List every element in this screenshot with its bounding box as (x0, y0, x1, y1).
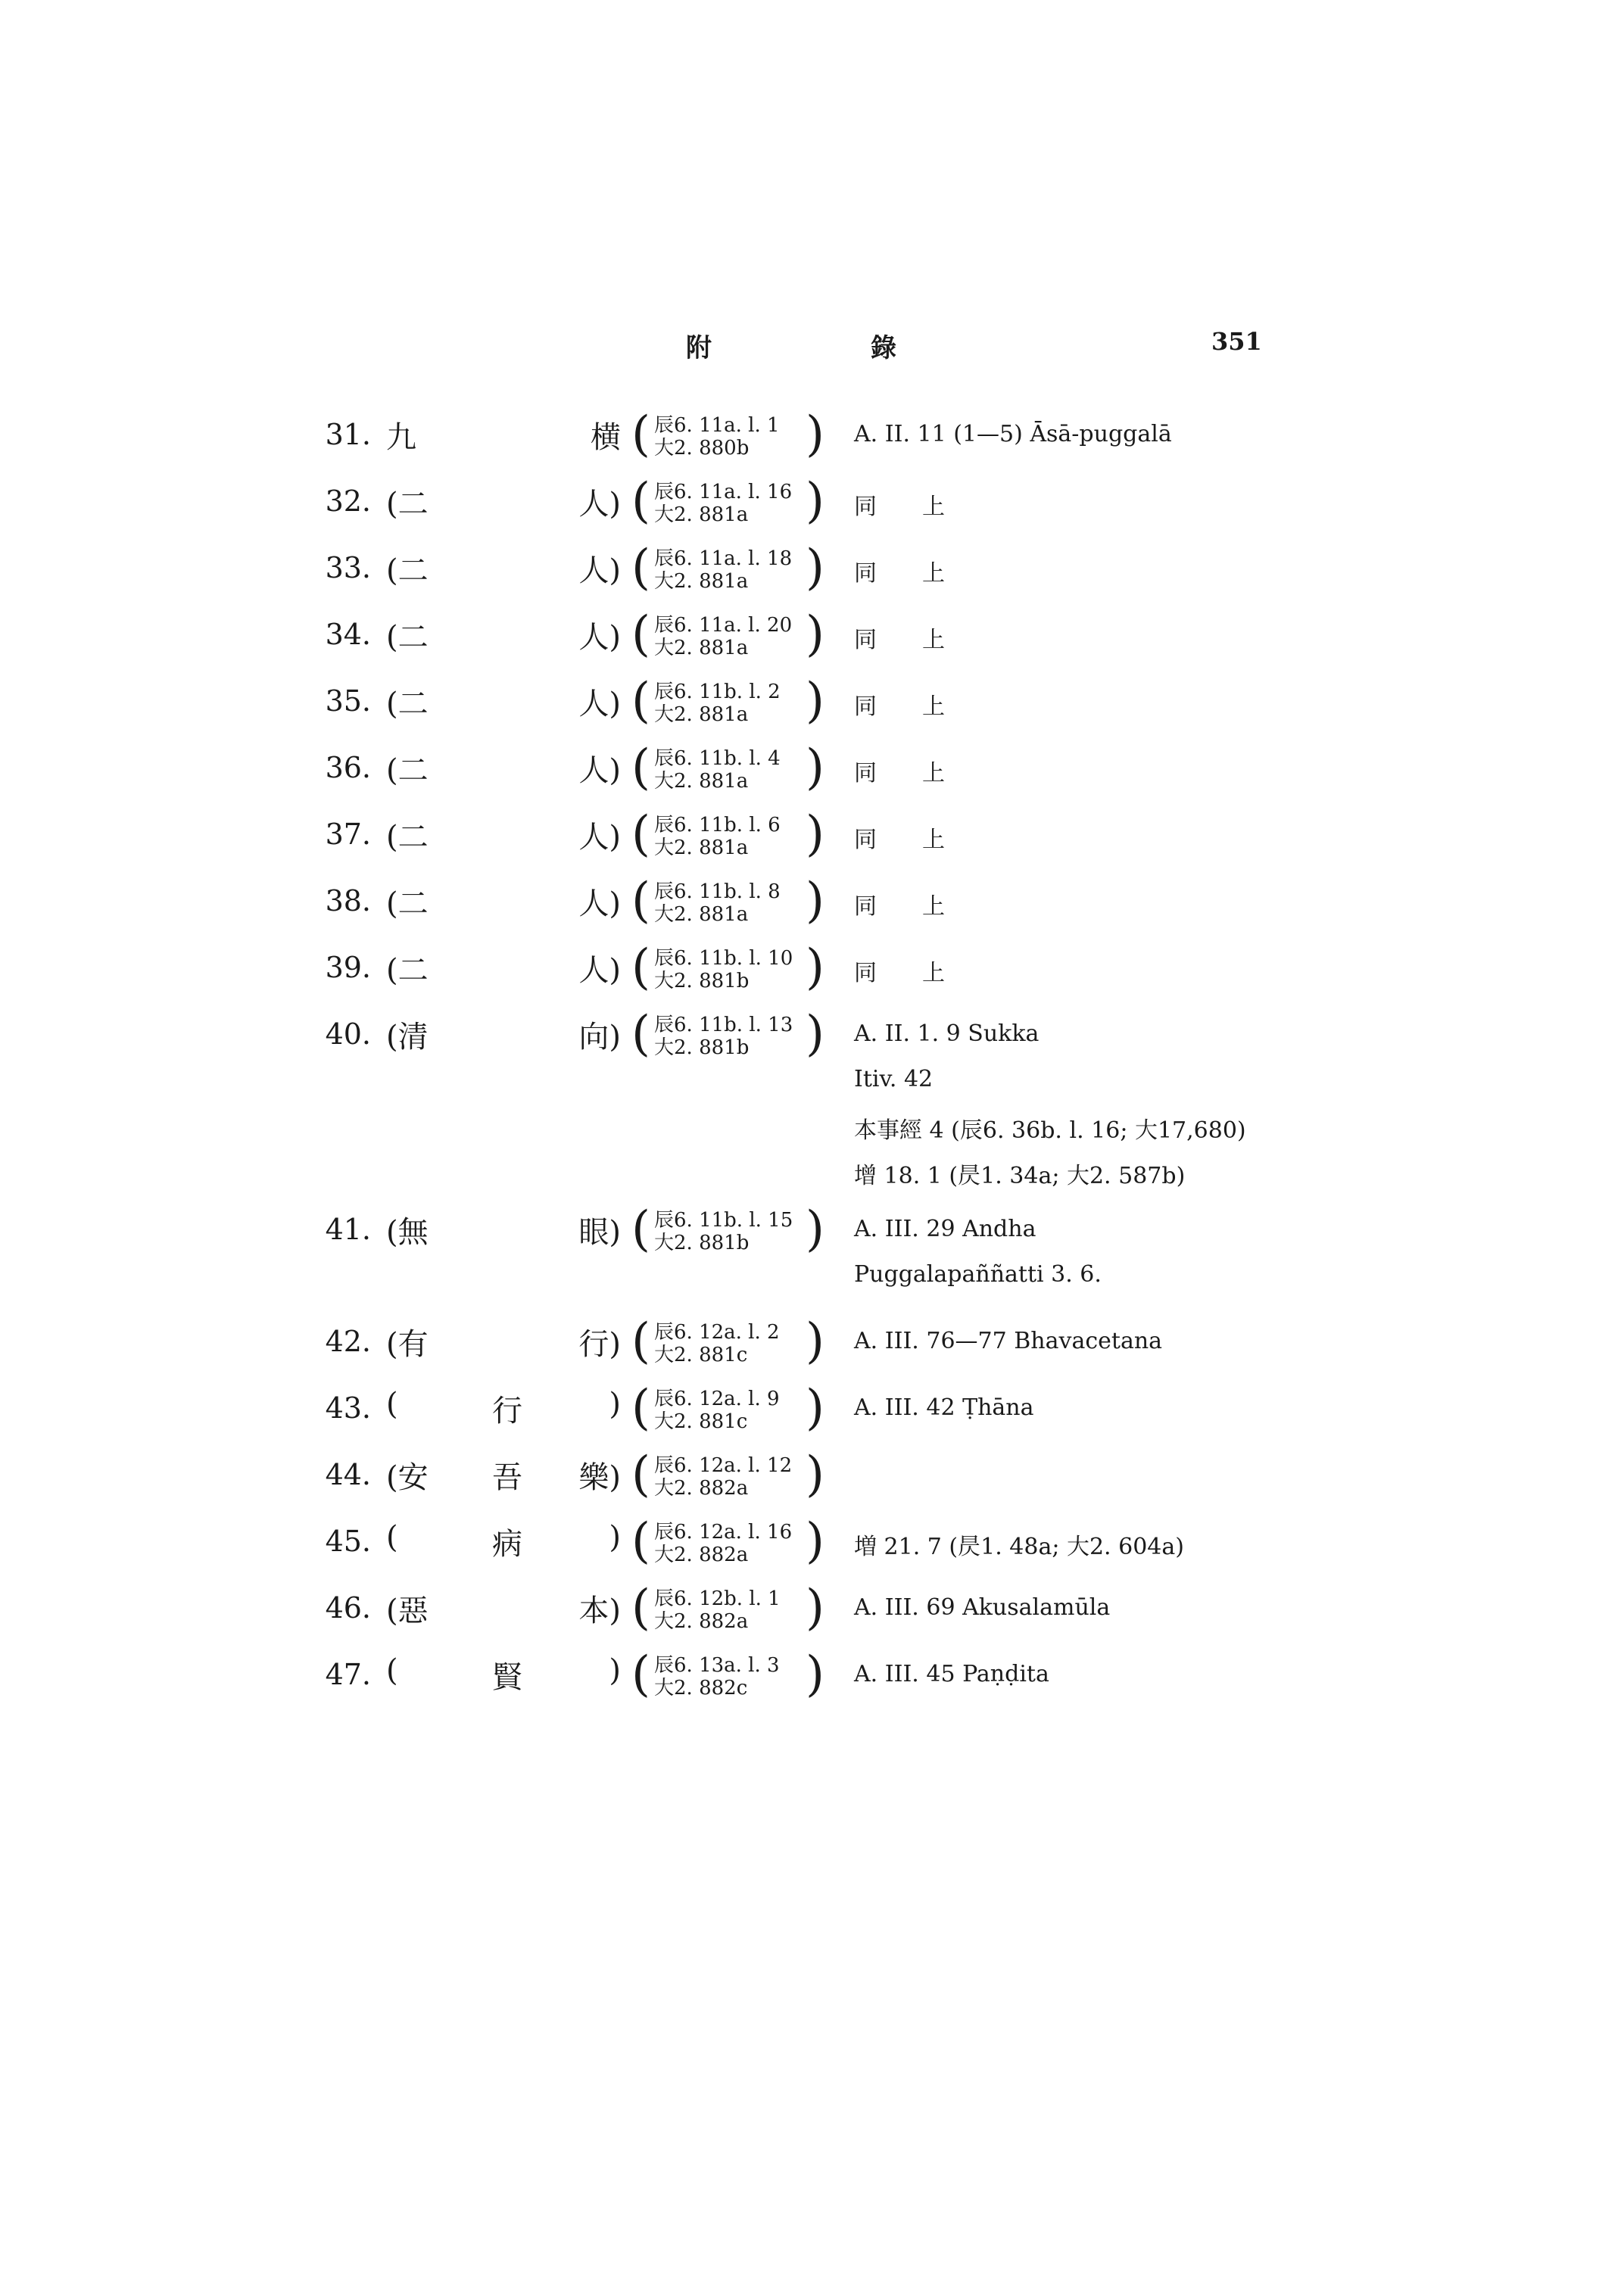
entry-number: 40. (325, 1017, 371, 1051)
reference-line-1: 辰6. 11b. l. 10 (654, 947, 793, 970)
title-char: ( (386, 1387, 398, 1422)
entry-number: 32. (325, 484, 371, 518)
table-row (0, 808, 1624, 869)
reference-line-2: 大2. 881a (654, 503, 749, 526)
right-paren: ) (806, 1313, 824, 1369)
right-paren: ) (806, 673, 824, 729)
entry-number: 39. (325, 951, 371, 984)
table-row (0, 1201, 1624, 1288)
title-char: 人) (578, 620, 621, 655)
reference-line-2: 大2. 881a (654, 703, 749, 726)
left-paren: ( (631, 740, 650, 796)
reference-line-2: 大2. 882a (654, 1610, 749, 1633)
title-char: ) (609, 1520, 621, 1555)
reference-line-2: 大2. 881c (654, 1410, 748, 1433)
title-char: ) (609, 1387, 621, 1422)
reference-line-2: 大2. 882a (654, 1477, 749, 1500)
entry-number: 34. (325, 618, 371, 651)
entry-number: 36. (325, 751, 371, 784)
source-reference (631, 1449, 828, 1509)
title-char: (二 (386, 753, 429, 788)
above-char: 上 (922, 494, 945, 520)
correspondence-line: Puggalapaññatti 3. 6. (854, 1261, 1102, 1288)
source-reference (631, 475, 828, 536)
entry-number: 35. (325, 684, 371, 718)
above-char: 上 (922, 693, 945, 720)
entry-number: 38. (325, 884, 371, 918)
reference-line-1: 辰6. 12a. l. 16 (654, 1521, 793, 1544)
right-paren: ) (806, 1647, 824, 1703)
above-char: 上 (922, 760, 945, 787)
correspondence-line: 增 18. 1 (昃1. 34a; 大2. 587b) (854, 1163, 1186, 1189)
correspondence-line: 本事經 4 (辰6. 36b. l. 16; 大17,680) (854, 1117, 1246, 1144)
left-paren: ( (631, 1380, 650, 1436)
left-paren: ( (631, 1647, 650, 1703)
source-reference (631, 742, 828, 802)
table-row (0, 475, 1624, 536)
page-header (0, 327, 1624, 372)
source-reference (631, 409, 828, 469)
title-char: (有 (386, 1327, 429, 1362)
right-paren: ) (806, 873, 824, 929)
above-char: 上 (922, 893, 945, 920)
title-char: (二 (386, 487, 429, 522)
table-row (0, 1449, 1624, 1509)
same-as-above (854, 488, 945, 521)
entry-number: 37. (325, 818, 371, 851)
table-row (0, 875, 1624, 936)
source-reference (631, 675, 828, 736)
source-reference (631, 1582, 828, 1643)
right-paren: ) (806, 1513, 824, 1569)
source-reference (631, 1649, 828, 1709)
right-paren: ) (806, 939, 824, 995)
right-paren: ) (806, 1201, 824, 1257)
reference-line-2: 大2. 881a (654, 903, 749, 926)
entry-title (386, 746, 621, 792)
title-char: 人) (578, 820, 621, 855)
reference-line-2: 大2. 881a (654, 637, 749, 659)
above-char: 上 (922, 627, 945, 653)
left-paren: ( (631, 1313, 650, 1369)
entry-title (386, 1013, 621, 1058)
right-paren: ) (806, 1580, 824, 1636)
same-char: 同 (854, 494, 877, 520)
entry-number: 43. (325, 1391, 371, 1425)
entry-title (386, 1587, 621, 1632)
title-char: 人) (578, 753, 621, 788)
left-paren: ( (631, 673, 650, 729)
reference-line-1: 辰6. 11b. l. 2 (654, 681, 781, 703)
title-char: (清 (386, 1020, 429, 1055)
same-char: 同 (854, 893, 877, 920)
entry-title (386, 1520, 621, 1566)
title-char: 人) (578, 953, 621, 988)
right-paren: ) (806, 1380, 824, 1436)
title-char: (二 (386, 687, 429, 721)
title-char: (惡 (386, 1594, 429, 1628)
above-char: 上 (922, 827, 945, 853)
correspondence-line: A. III. 29 Andha (854, 1216, 1036, 1242)
entry-title (386, 1387, 621, 1432)
title-char: 向) (578, 1020, 621, 1055)
title-char: (安 (386, 1460, 429, 1495)
right-paren: ) (806, 407, 824, 463)
title-char: 行) (578, 1327, 621, 1362)
title-char: 本) (578, 1594, 621, 1628)
table-row (0, 409, 1624, 469)
reference-line-2: 大2. 881b (654, 970, 750, 992)
entry-title (386, 1320, 621, 1366)
reference-line-2: 大2. 881a (654, 570, 749, 593)
title-char: (二 (386, 620, 429, 655)
reference-line-2: 大2. 882a (654, 1544, 749, 1566)
same-char: 同 (854, 627, 877, 653)
reference-line-2: 大2. 881b (654, 1036, 750, 1059)
same-as-above (854, 554, 945, 587)
reference-line-1: 辰6. 11b. l. 13 (654, 1014, 793, 1036)
title-char: 眼) (578, 1215, 621, 1250)
right-paren: ) (806, 473, 824, 529)
reference-line-1: 辰6. 12a. l. 2 (654, 1321, 780, 1344)
table-row (0, 1649, 1624, 1709)
table-row (0, 542, 1624, 603)
entry-number: 44. (325, 1458, 371, 1491)
correspondence-line: 増 21. 7 (昃1. 48a; 大2. 604a) (854, 1534, 1184, 1560)
correspondence-line: A. III. 42 Ṭhāna (854, 1394, 1034, 1421)
left-paren: ( (631, 1580, 650, 1636)
same-as-above (854, 754, 945, 787)
entry-title (386, 547, 621, 592)
entry-number: 42. (325, 1325, 371, 1358)
entry-title (386, 880, 621, 925)
reference-line-1: 辰6. 13a. l. 3 (654, 1654, 780, 1677)
table-row (0, 1313, 1624, 1376)
reference-line-2: 大2. 881b (654, 1232, 750, 1254)
above-char: 上 (922, 560, 945, 587)
title-char: (無 (386, 1215, 429, 1250)
title-char: 人) (578, 553, 621, 588)
entry-title (386, 813, 621, 858)
title-char: 人) (578, 487, 621, 522)
source-reference (631, 606, 828, 669)
page-number: 351 (1211, 327, 1262, 356)
title-char: 樂) (578, 1460, 621, 1495)
right-paren: ) (806, 806, 824, 862)
source-reference (631, 1008, 828, 1069)
left-paren: ( (631, 1447, 650, 1503)
same-as-above (854, 954, 945, 987)
left-paren: ( (631, 939, 650, 995)
entry-title (386, 946, 621, 992)
above-char: 上 (922, 960, 945, 986)
reference-line-1: 辰6. 11a. l. 20 (654, 614, 793, 637)
left-paren: ( (631, 606, 650, 662)
right-paren: ) (806, 606, 824, 662)
reference-line-1: 辰6. 12a. l. 12 (654, 1454, 793, 1477)
right-paren: ) (806, 740, 824, 796)
title-char: ( (386, 1653, 398, 1688)
reference-line-2: 大2. 881a (654, 770, 749, 793)
entry-number: 46. (325, 1591, 371, 1625)
correspondence-line: A. II. 1. 9 Sukka (854, 1020, 1040, 1047)
title-char: 賢 (492, 1660, 522, 1695)
correspondence-line: Itiv. 42 (854, 1066, 934, 1092)
left-paren: ( (631, 1006, 650, 1062)
correspondence-line: A. III. 69 Akusalamūla (854, 1594, 1111, 1621)
right-paren: ) (806, 540, 824, 596)
entry-title (386, 1208, 621, 1254)
correspondence-line: A. III. 45 Paṇḍita (854, 1661, 1049, 1687)
title-char: 人) (578, 886, 621, 921)
title-char: 横 (591, 420, 621, 455)
table-row (0, 606, 1624, 669)
title-char: 人) (578, 687, 621, 721)
same-char: 同 (854, 960, 877, 986)
reference-line-1: 辰6. 11a. l. 1 (654, 414, 780, 437)
source-reference (631, 542, 828, 603)
same-as-above (854, 621, 945, 654)
source-reference (631, 1201, 828, 1264)
right-paren: ) (806, 1006, 824, 1062)
same-as-above (854, 821, 945, 854)
entry-title (386, 680, 621, 725)
reference-line-2: 大2. 881a (654, 837, 749, 859)
left-paren: ( (631, 473, 650, 529)
correspondence-line: A. II. 11 (1—5) Āsā-puggalā (854, 421, 1172, 447)
reference-line-1: 辰6. 11a. l. 18 (654, 547, 793, 570)
header-left-char: 附 (686, 333, 712, 363)
table-row (0, 1006, 1624, 1189)
entry-number: 45. (325, 1525, 371, 1558)
entry-title (386, 413, 621, 459)
source-reference (631, 1382, 828, 1443)
source-reference (631, 1513, 828, 1576)
source-reference (631, 1313, 828, 1376)
left-paren: ( (631, 1201, 650, 1257)
title-char: ) (609, 1653, 621, 1688)
entry-number: 47. (325, 1658, 371, 1691)
title-char: (二 (386, 886, 429, 921)
title-char: 九 (386, 420, 416, 455)
reference-line-1: 辰6. 11b. l. 6 (654, 814, 781, 837)
same-char: 同 (854, 827, 877, 853)
table-row (0, 675, 1624, 736)
left-paren: ( (631, 1513, 650, 1569)
title-char: 行 (492, 1394, 522, 1428)
entry-number: 41. (325, 1213, 371, 1246)
same-as-above (854, 887, 945, 921)
same-as-above (854, 687, 945, 721)
title-char: (二 (386, 820, 429, 855)
table-row (0, 1382, 1624, 1443)
reference-line-2: 大2. 882c (654, 1677, 748, 1699)
source-reference (631, 808, 828, 869)
table-row (0, 1513, 1624, 1576)
entry-title (386, 1653, 621, 1699)
left-paren: ( (631, 806, 650, 862)
reference-line-1: 辰6. 11a. l. 16 (654, 481, 793, 503)
reference-line-2: 大2. 880b (654, 437, 750, 460)
entry-title (386, 480, 621, 525)
source-reference (631, 875, 828, 936)
entry-number: 33. (325, 551, 371, 584)
right-paren: ) (806, 1447, 824, 1503)
table-row (0, 1582, 1624, 1643)
title-char: ( (386, 1520, 398, 1555)
correspondence-line: A. III. 76—77 Bhavacetana (854, 1328, 1163, 1354)
same-char: 同 (854, 693, 877, 720)
reference-line-2: 大2. 881c (654, 1344, 748, 1366)
entry-number: 31. (325, 418, 371, 451)
same-char: 同 (854, 760, 877, 787)
reference-line-1: 辰6. 12a. l. 9 (654, 1388, 780, 1410)
left-paren: ( (631, 407, 650, 463)
reference-line-1: 辰6. 12b. l. 1 (654, 1587, 781, 1610)
source-reference (631, 939, 828, 1002)
title-char: (二 (386, 953, 429, 988)
title-char: (二 (386, 553, 429, 588)
left-paren: ( (631, 540, 650, 596)
entry-title (386, 613, 621, 659)
title-char: 病 (492, 1527, 522, 1562)
left-paren: ( (631, 873, 650, 929)
table-row (0, 939, 1624, 1002)
title-char: 吾 (492, 1460, 522, 1495)
reference-line-1: 辰6. 11b. l. 15 (654, 1209, 793, 1232)
same-char: 同 (854, 560, 877, 587)
entry-title (386, 1453, 621, 1499)
header-right-char: 錄 (871, 333, 896, 363)
table-row (0, 742, 1624, 802)
reference-line-1: 辰6. 11b. l. 8 (654, 880, 781, 903)
reference-line-1: 辰6. 11b. l. 4 (654, 747, 781, 770)
